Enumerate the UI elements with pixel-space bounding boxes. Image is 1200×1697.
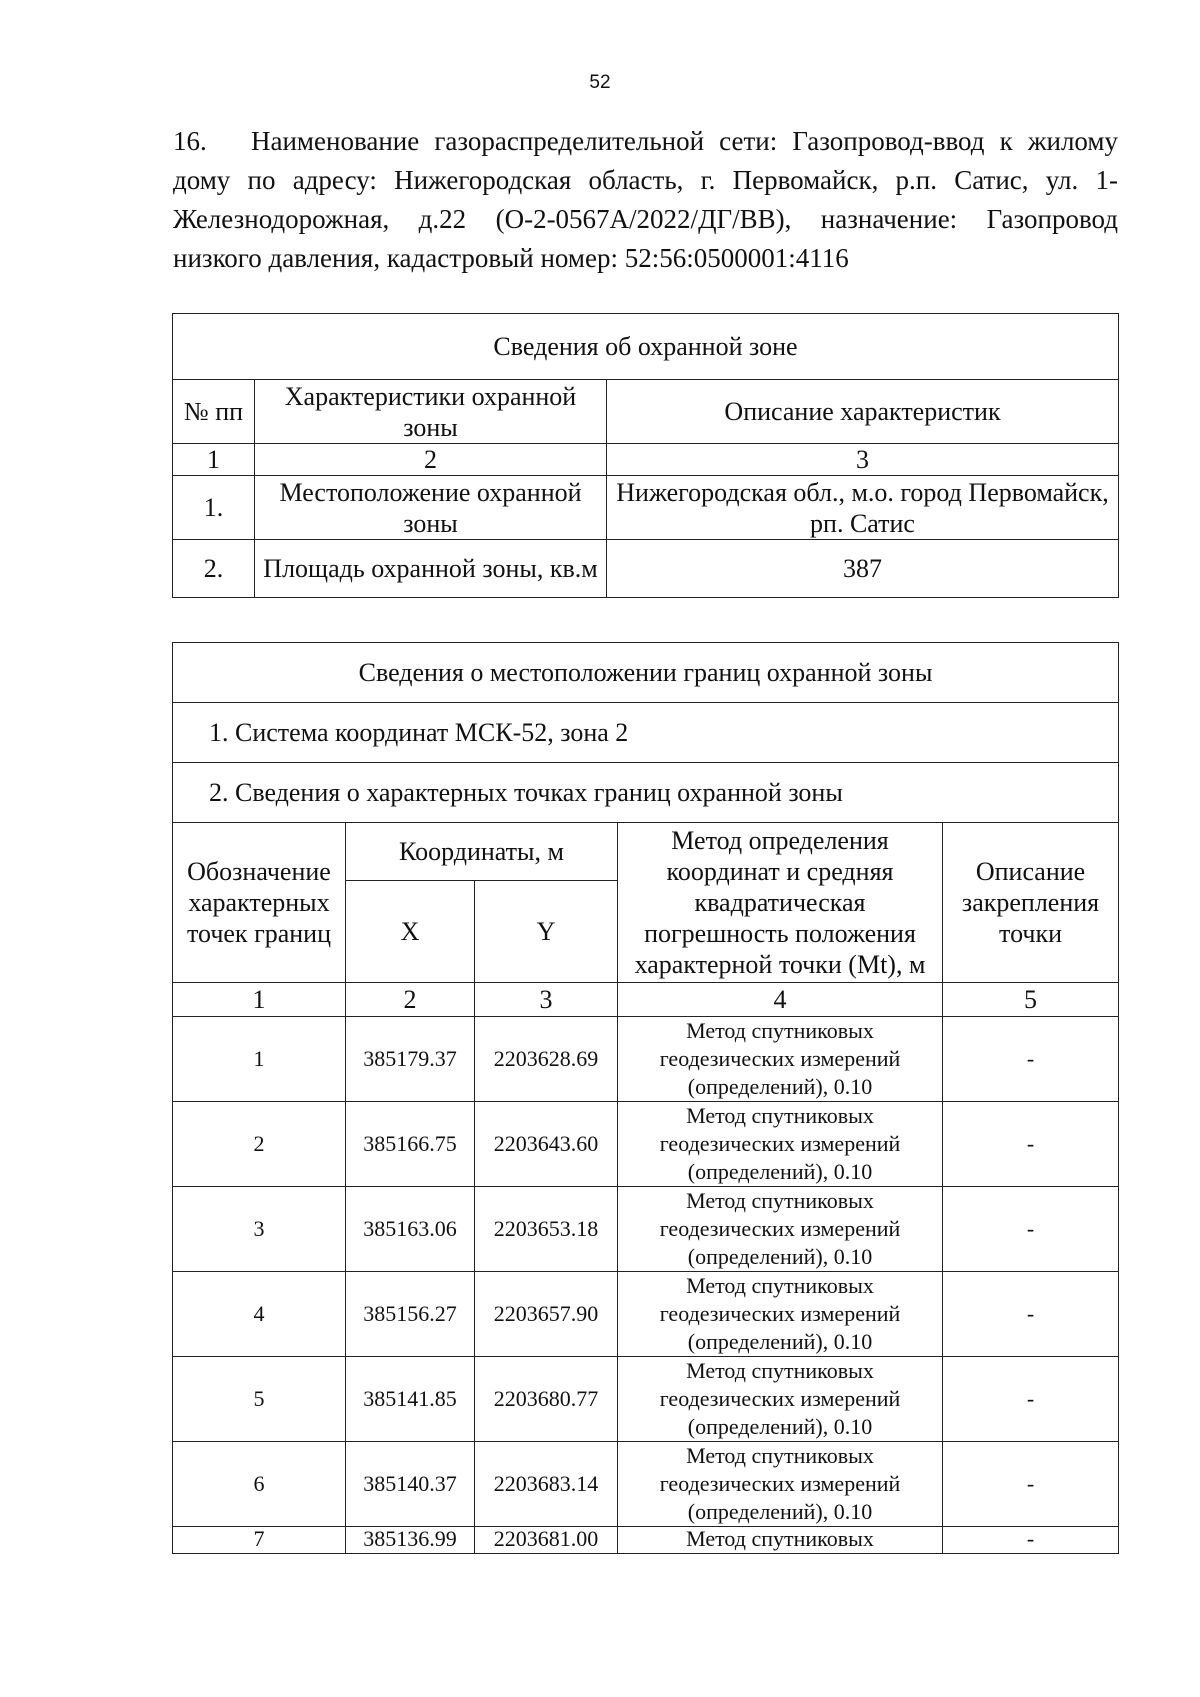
point-id: 4 [173,1272,346,1357]
point-fixing: - [943,1527,1119,1554]
index-cell: 3 [475,983,618,1017]
point-fixing: - [943,1272,1119,1357]
header-number: № пп [173,380,255,444]
point-method: Метод спутниковых геодезических измерений (определений), 0.10 [618,1357,943,1442]
point-y: 2203653.18 [475,1187,618,1272]
point-method: Метод спутниковых геодезических измерений (определений), 0.10 [618,1272,943,1357]
point-id: 2 [173,1102,346,1187]
point-id: 6 [173,1442,346,1527]
index-cell: 4 [618,983,943,1017]
coordinate-system: 1. Система координат МСК-52, зона 2 [173,703,1119,763]
index-cell: 2 [255,444,607,476]
point-method: Метод спутниковых геодезических измерений (определений), 0.10 [618,1187,943,1272]
points-title: 2. Сведения о характерных точках границ охранной зоны [173,763,1119,823]
index-cell: 1 [173,983,346,1017]
index-cell: 1 [173,444,255,476]
point-y: 2203680.77 [475,1357,618,1442]
row-characteristic: Местоположение охранной зоны [255,476,607,540]
point-fixing: - [943,1017,1119,1102]
point-x: 385179.37 [346,1017,475,1102]
point-id: 5 [173,1357,346,1442]
protection-zone-table [172,313,1119,598]
point-x: 385163.06 [346,1187,475,1272]
point-fixing: - [943,1102,1119,1187]
point-method: Метод спутниковых геодезических измерений (определений), 0.10 [618,1017,943,1102]
table-row [173,1527,1119,1554]
header-description: Описание характеристик [607,380,1119,444]
point-x: 385140.37 [346,1442,475,1527]
row-number: 2. [173,540,255,598]
point-y: 2203628.69 [475,1017,618,1102]
header-y: Y [475,881,618,983]
section-number: 16. [173,126,207,156]
section-text: Наименование газораспределительной сети: Газопровод-ввод к жилому дому по адресу: Нижегородская область, г. Первомайск, р.п. Сатис, ул. 1-Железнодорожная, д.22 (О-2-0567А/2022/ДГ/ВВ), назначение: Газопровод низкого давления, кадастровый номер: 52:56:0500001:4116 [173,126,1118,273]
point-y: 2203681.00 [475,1527,618,1554]
row-number: 1. [173,476,255,540]
zone-boundaries-table [172,642,1119,1554]
point-fixing: - [943,1357,1119,1442]
point-y: 2203643.60 [475,1102,618,1187]
point-id: 7 [173,1527,346,1554]
point-y: 2203683.14 [475,1442,618,1527]
header-characteristics: Характеристики охранной зоны [255,380,607,444]
header-fixing: Описание закрепления точки [943,823,1119,983]
point-method: Метод спутниковых геодезических измерений (определений), 0.10 [618,1442,943,1527]
table-row [173,1442,1119,1527]
point-method: Метод спутниковых геодезических измерений (определений), 0.10 [618,1102,943,1187]
point-y: 2203657.90 [475,1272,618,1357]
header-x: X [346,881,475,983]
table-row [173,1357,1119,1442]
point-x: 385156.27 [346,1272,475,1357]
table-row [173,476,1119,540]
table-row [173,540,1119,598]
row-description: 387 [607,540,1119,598]
header-designation: Обозначение характерных точек границ [173,823,346,983]
point-method: Метод спутниковых [618,1527,943,1554]
row-description: Нижегородская обл., м.о. город Первомайск, рп. Сатис [607,476,1119,540]
index-cell: 5 [943,983,1119,1017]
index-cell: 3 [607,444,1119,476]
header-method: Метод определения координат и средняя квадратическая погрешность положения характерной точки (Mt), м [618,823,943,983]
point-x: 385136.99 [346,1527,475,1554]
point-fixing: - [943,1187,1119,1272]
point-id: 1 [173,1017,346,1102]
table-row [173,1017,1119,1102]
table-row [173,1187,1119,1272]
row-characteristic: Площадь охранной зоны, кв.м [255,540,607,598]
table-row [173,1272,1119,1357]
page-number: 52 [589,72,611,93]
index-cell: 2 [346,983,475,1017]
bounds-table-title: Сведения о местоположении границ охранной зоны [173,643,1119,703]
table-row [173,1102,1119,1187]
zone-table-title: Сведения об охранной зоне [173,314,1119,380]
point-x: 385141.85 [346,1357,475,1442]
header-coordinates: Координаты, м [346,823,618,881]
point-fixing: - [943,1442,1119,1527]
point-id: 3 [173,1187,346,1272]
section-heading [173,122,1118,278]
point-x: 385166.75 [346,1102,475,1187]
